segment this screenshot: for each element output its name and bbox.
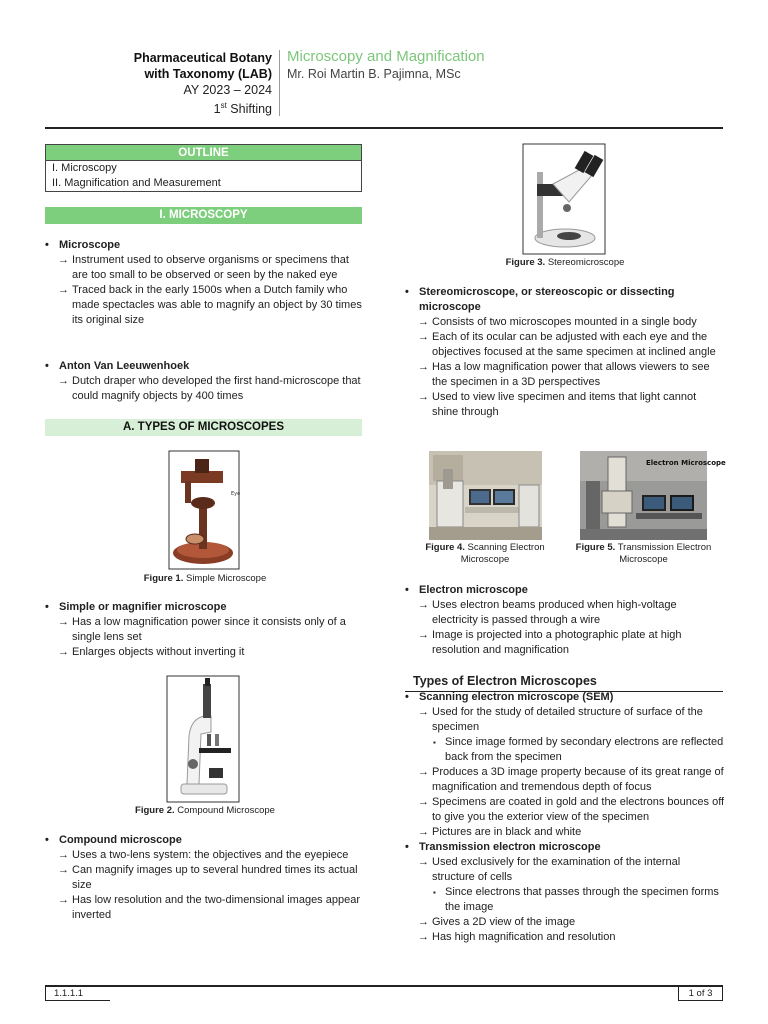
term: • Stereomicroscope, or stereoscopic or dissecting microscope (405, 285, 725, 315)
term: • Electron microscope (405, 583, 725, 598)
sub-point: ▪ Since electrons that passes through the specimen forms the image (405, 885, 725, 915)
header-rule (45, 127, 723, 129)
figure-2-caption (110, 805, 300, 817)
point: → Has a low magnification power that allows viewers to see the specimen in a 3D perspectives (405, 360, 725, 390)
tem-image (580, 451, 726, 540)
compound-microscope-image (167, 676, 239, 802)
section-heading-microscopy: I. MICROSCOPY (45, 207, 362, 224)
figure-text: Simple Microscope (183, 573, 267, 584)
term: • Scanning electron microscope (SEM) (405, 690, 725, 705)
page-code: 1.1.1.1 (45, 987, 110, 1001)
point: → Gives a 2D view of the image (405, 915, 725, 930)
point: → Uses a two-lens system: the objectives and the eyepiece (45, 848, 365, 863)
figure-label: Figure 4. (425, 542, 465, 553)
point: → Enlarges objects without inverting it (45, 645, 365, 660)
point: → Has low resolution and the two-dimensional images appear inverted (45, 893, 365, 923)
section-heading-types: A. TYPES OF MICROSCOPES (45, 419, 362, 436)
point: → Can magnify images up to several hundred times its actual size (45, 863, 365, 893)
academic-year: AY 2023 – 2024 (183, 83, 272, 97)
point: → Instrument used to observe organisms or specimens that are too small to be observed or seen by the naked eye (45, 253, 365, 283)
term: • Anton Van Leeuwenhoek (45, 359, 365, 374)
point: → Used to view live specimen and items that light cannot shine through (405, 390, 725, 420)
point: → Produces a 3D image property because of its great range of magnification and tremendous depth of focus (405, 765, 725, 795)
em-types-heading: Types of Electron Microscopes (405, 674, 723, 692)
figure-text: Stereomicroscope (545, 257, 625, 268)
microscope-entry (45, 238, 365, 328)
course-title-line1: Pharmaceutical Botany (133, 51, 272, 65)
electron-microscope-entry (405, 583, 725, 658)
figure-4-caption (405, 542, 565, 566)
figure-text: Compound Microscope (174, 805, 275, 816)
point: → Has a low magnification power since it consists only of a single lens set (45, 615, 365, 645)
shift-text: Shifting (226, 102, 272, 117)
lecture-title: Microscopy and Magnification (287, 48, 485, 65)
figure-label: Figure 3. (505, 257, 546, 268)
lecture-info (287, 48, 485, 81)
figure-label: Figure 1. (143, 573, 184, 584)
term: • Simple or magnifier microscope (45, 600, 365, 615)
sem-image (429, 451, 542, 540)
course-info (100, 50, 272, 117)
point: → Dutch draper who developed the first hand-microscope that could magnify objects by 400 times (45, 374, 365, 404)
stereomicroscope-image (523, 144, 605, 254)
figure-text: Scanning Electron Microscope (460, 542, 545, 565)
term: • Microscope (45, 238, 365, 253)
figure-3-caption (480, 257, 650, 269)
lecturer-name: Mr. Roi Martin B. Pajimna, MSc (287, 67, 461, 81)
shift-suffix: st (220, 101, 227, 110)
outline-box (45, 144, 362, 192)
point: → Image is projected into a photographic plate at high resolution and magnification (405, 628, 725, 658)
outline-item: II. Magnification and Measurement (52, 177, 221, 189)
figure-5-caption (566, 542, 721, 566)
shifting (100, 98, 272, 117)
course-title-line2: with Taxonomy (LAB) (144, 67, 272, 81)
figure-1-caption (110, 573, 300, 585)
stereomicroscope-entry (405, 285, 725, 420)
point: → Pictures are in black and white (405, 825, 725, 840)
page-number: 1 of 3 (678, 987, 723, 1001)
sub-point: ▪ Since image formed by secondary electrons are reflected back from the specimen (405, 735, 725, 765)
outline-item: I. Microscopy (52, 162, 117, 174)
figure-label: Figure 5. (575, 542, 616, 553)
point: → Each of its ocular can be adjusted with each eye and the objectives focused at the same specimen at inclined angle (405, 330, 725, 360)
point: → Used exclusively for the examination of the internal structure of cells (405, 855, 725, 885)
term: • Transmission electron microscope (405, 840, 725, 855)
simple-microscope-image (169, 451, 239, 569)
point: → Has high magnification and resolution (405, 930, 725, 945)
simple-microscope-entry (45, 600, 365, 660)
svg-text:Eye: Eye (231, 491, 241, 497)
point: → Specimens are coated in gold and the electrons bounces off to give you the exterior view of the specimen (405, 795, 725, 825)
footer-rule (45, 985, 723, 987)
em-types-list (405, 690, 725, 945)
point: → Uses electron beams produced when high-voltage electricity is passed through a wire (405, 598, 725, 628)
figure-text: Transmission Electron Microscope (615, 542, 712, 565)
shift-number: 1 (213, 102, 221, 117)
leeuwenhoek-entry (45, 359, 365, 404)
point: → Used for the study of detailed structure of surface of the specimen (405, 705, 725, 735)
point: → Traced back in the early 1500s when a Dutch family who made spectacles was able to magnify an object by 30 times its original size (45, 283, 365, 328)
tem-image-label: Electron Microscope (646, 459, 726, 467)
term: • Compound microscope (45, 833, 365, 848)
outline-heading: OUTLINE (46, 145, 361, 161)
figure-label: Figure 2. (135, 805, 175, 816)
header-divider (279, 50, 280, 116)
compound-microscope-entry (45, 833, 365, 923)
point: → Consists of two microscopes mounted in a single body (405, 315, 725, 330)
